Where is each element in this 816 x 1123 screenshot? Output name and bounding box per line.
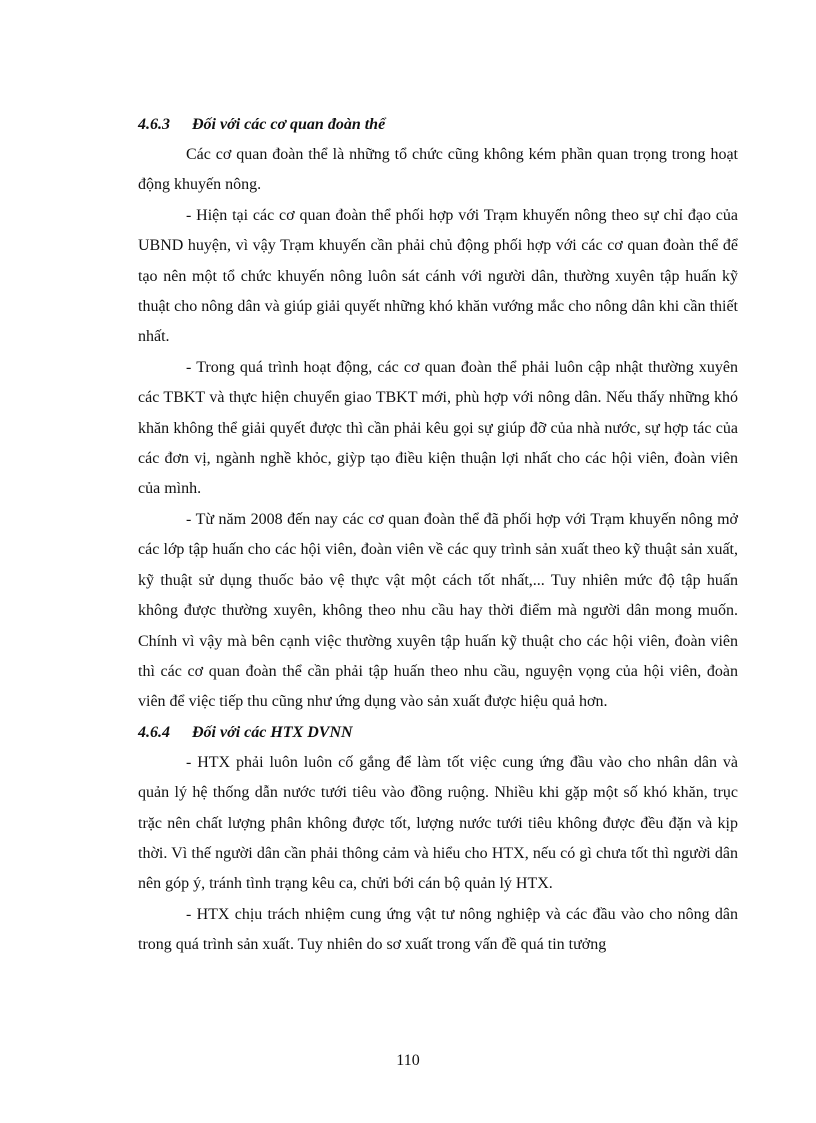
section-number: 4.6.3 xyxy=(138,116,170,133)
paragraph: Các cơ quan đoàn thể là những tổ chức cũng không kém phần quan trọng trong hoạt động khuyến nông. xyxy=(138,146,738,194)
paragraph: - HTX chịu trách nhiệm cung ứng vật tư nông nghiệp và các đầu vào cho nông dân trong quá trình sản xuất. Tuy nhiên do sơ xuất trong vấn đề quá tin tưởng xyxy=(138,905,738,954)
page-content xyxy=(138,110,738,961)
page-number: 110 xyxy=(396,1052,420,1069)
paragraph: - Trong quá trình hoạt động, các cơ quan đoàn thể phải luôn cập nhật thường xuyên các TBKT và thực hiện chuyển giao TBKT mới, phù hợp với nông dân. Nếu thấy những khó khăn không thể giải quyết được thì cần phải kêu gọi sự giúp đỡ của nhà nước, sự hợp tác của các đơn vị, ngành nghề khỏc, giỳp tạo điều kiện thuận lợi nhất cho các hội viên, đoàn viên của mình. xyxy=(138,358,738,498)
section-heading-4-6-3 xyxy=(138,110,738,140)
section-title: Đối với các HTX DVNN xyxy=(192,723,353,741)
paragraph: - Từ năm 2008 đến nay các cơ quan đoàn thể đã phối hợp với Trạm khuyến nông mở các lớp tập huấn cho các hội viên, đoàn viên về các quy trình sản xuất theo kỹ thuật sản xuất, kỹ thuật sử dụng thuốc bảo vệ thực vật một cách tốt nhất,... Tuy nhiên mức độ tập huấn không được thường xuyên, không theo nhu cầu hay thời điểm mà người dân mong muốn. Chính vì vậy mà bên cạnh việc thường xuyên tập huấn kỹ thuật cho các hội viên, đoàn viên thì các cơ quan đoàn thể cần phải tập huấn theo nhu cầu, nguyện vọng của hội viên, đoàn viên để việc tiếp thu cũng như ứng dụng vào sản xuất được hiệu quả hơn. xyxy=(138,510,738,711)
section-heading-4-6-4 xyxy=(138,718,738,748)
paragraph: - HTX phải luôn luôn cố gắng để làm tốt việc cung ứng đầu vào cho nhân dân và quản lý hệ thống dẫn nước tưới tiêu vào đồng ruộng. Nhiều khi gặp một số khó khăn, trục trặc nên chất lượng phân không được tốt, lượng nước tưới tiêu không được đều đặn và kịp thời. Vì thế người dân cần phải thông cảm và hiểu cho HTX, nếu có gì chưa tốt thì người dân nên góp ý, tránh tình trạng kêu ca, chửi bới cán bộ quản lý HTX. xyxy=(138,753,738,893)
section-number: 4.6.4 xyxy=(138,723,170,741)
paragraph: - Hiện tại các cơ quan đoàn thể phối hợp với Trạm khuyến nông theo sự chỉ đạo của UBND huyện, vì vậy Trạm khuyến cần phải chủ động phối hợp với các cơ quan đoàn thể để tạo nên một tổ chức khuyến nông luôn sát cánh với người dân, thường xuyên tập huấn kỹ thuật cho nông dân và giúp giải quyết những khó khăn vướng mắc cho nông dân khi cần thiết nhất. xyxy=(138,206,738,346)
section-title: Đối với các cơ quan đoàn thể xyxy=(192,116,386,133)
